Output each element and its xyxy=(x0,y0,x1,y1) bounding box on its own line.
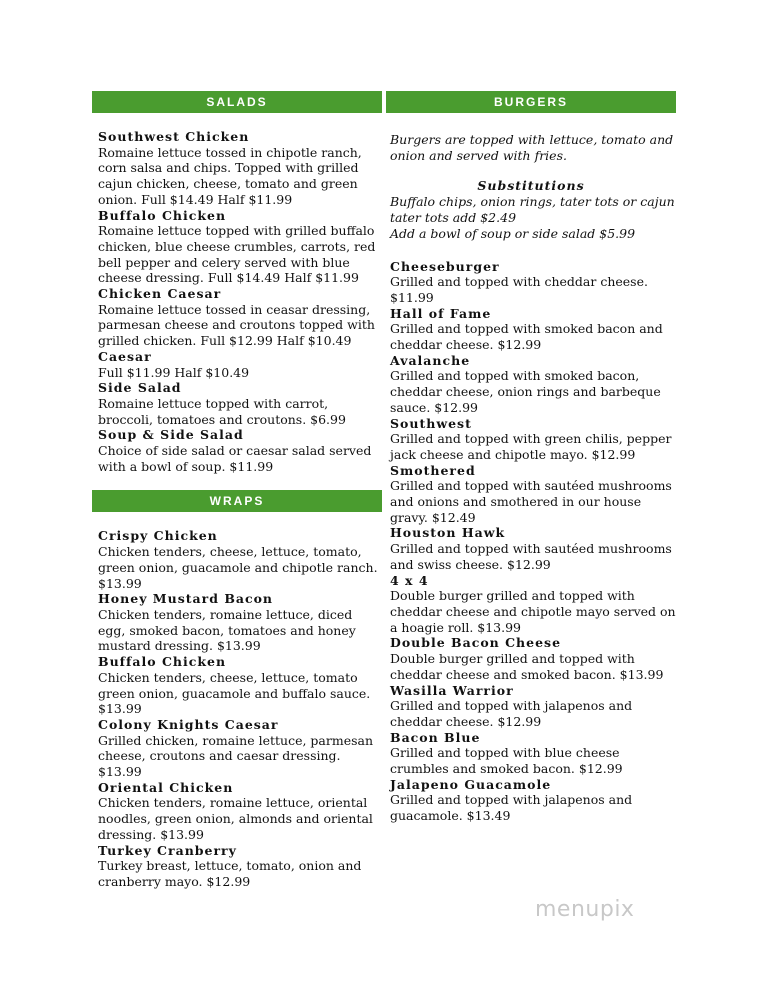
menu-item xyxy=(390,635,676,682)
item-name: Southwest xyxy=(390,415,472,431)
menu-item xyxy=(98,780,382,843)
item-name: Colony Knights Caesar xyxy=(98,716,279,732)
menu-item xyxy=(98,843,382,890)
item-description: Double burger grilled and topped with cheddar cheese and smoked bacon. $13.99 xyxy=(390,651,664,682)
menu-item xyxy=(390,573,676,636)
burgers-header: BURGERS xyxy=(386,91,676,113)
menu-item xyxy=(98,528,382,591)
menu-item xyxy=(390,463,676,526)
menu-item xyxy=(390,683,676,730)
item-description: Grilled chicken, romaine lettuce, parmesan cheese, croutons and caesar dressing. $13.99 xyxy=(98,732,374,780)
item-name: Southwest Chicken xyxy=(98,129,250,144)
item-name: Honey Mustard Bacon xyxy=(98,591,274,607)
menu-item xyxy=(98,349,382,380)
left-column xyxy=(92,91,382,890)
menu-item xyxy=(98,380,382,427)
item-name: Hall of Fame xyxy=(390,305,492,321)
item-description: Turkey breast, lettuce, tomato, onion and cranberry mayo. $12.99 xyxy=(98,858,362,889)
item-description: Grilled and topped with sautéed mushrooms and swiss cheese. $12.99 xyxy=(390,541,672,572)
menu-item xyxy=(98,208,382,287)
item-name: Side Salad xyxy=(98,380,182,396)
salads-header: SALADS xyxy=(92,91,382,113)
right-column xyxy=(386,91,676,824)
wraps-section xyxy=(92,490,382,889)
menu-item xyxy=(390,525,676,572)
item-name: Soup & Side Salad xyxy=(98,427,244,443)
substitutions-line: Buffalo chips, onion rings, tater tots or cajun tater tots add $2.49 xyxy=(390,194,675,226)
item-description: Grilled and topped with green chilis, pepper jack cheese and chipotle mayo. $12.99 xyxy=(390,431,672,462)
item-description: Grilled and topped with cheddar cheese. $11.99 xyxy=(390,274,648,305)
menu-item xyxy=(390,353,676,416)
menu-item xyxy=(390,306,676,353)
menu-item xyxy=(390,416,676,463)
menu-item xyxy=(390,259,676,306)
item-description: Chicken tenders, cheese, lettuce, tomato, green onion, guacamole and chipotle ranch. $13.99 xyxy=(98,544,378,591)
item-name: Oriental Chicken xyxy=(98,779,234,795)
item-name: Turkey Cranberry xyxy=(98,842,237,858)
menu-item xyxy=(390,777,676,824)
item-name: Crispy Chicken xyxy=(98,528,218,544)
item-name: Caesar xyxy=(98,348,152,364)
item-name: 4 x 4 xyxy=(390,572,429,588)
item-description: Grilled and topped with jalapenos and guacamole. $13.49 xyxy=(390,792,633,824)
item-name: Smothered xyxy=(390,462,476,478)
item-description: Grilled and topped with smoked bacon and cheddar cheese. $12.99 xyxy=(390,321,663,353)
item-description: Romaine lettuce topped with grilled buffalo chicken, blue cheese crumbles, carrots, red bell pepper and celery served with blue cheese dressing. Full $14.49 Half $11.99 xyxy=(98,223,376,286)
item-name: Bacon Blue xyxy=(390,729,481,745)
wraps-list xyxy=(92,512,382,889)
item-name: Buffalo Chicken xyxy=(98,654,227,670)
item-description: Choice of side salad or caesar salad served with a bowl of soup. $11.99 xyxy=(98,443,372,474)
wraps-header: WRAPS xyxy=(92,490,382,512)
salads-list xyxy=(92,113,382,474)
substitutions-line: Add a bowl of soup or side salad $5.99 xyxy=(390,225,636,241)
item-description: Double burger grilled and topped with cheddar cheese and chipotle mayo served on a hoagie roll. $13.99 xyxy=(390,588,676,635)
substitutions-title: Substitutions xyxy=(477,178,585,194)
menupix-watermark: menupix xyxy=(535,897,635,922)
item-description: Romaine lettuce tossed in ceasar dressing, parmesan cheese and croutons topped with grilled chicken. Full $12.99 Half $10.49 xyxy=(98,301,375,349)
item-description: Grilled and topped with sautéed mushrooms and onions and smothered in our house gravy. $12.49 xyxy=(390,478,672,525)
item-description: Grilled and topped with blue cheese crumbles and smoked bacon. $12.99 xyxy=(390,745,623,777)
item-name: Double Bacon Cheese xyxy=(390,635,562,651)
menu-item xyxy=(390,730,676,777)
item-description: Chicken tenders, cheese, lettuce, tomato green onion, guacamole and buffalo sauce. $13.99 xyxy=(98,669,371,717)
item-name: Buffalo Chicken xyxy=(98,207,227,223)
menu-item xyxy=(98,427,382,474)
item-name: Wasilla Warrior xyxy=(390,682,514,698)
menu-item xyxy=(98,717,382,780)
item-description: Grilled and topped with smoked bacon, cheddar cheese, onion rings and barbeque sauce. $12.99 xyxy=(390,368,661,415)
menu-item xyxy=(98,654,382,717)
item-description: Full $11.99 Half $10.49 xyxy=(98,364,250,380)
item-description: Grilled and topped with jalapenos and cheddar cheese. $12.99 xyxy=(390,698,633,729)
menu-item xyxy=(98,129,382,208)
item-name: Avalanche xyxy=(390,352,471,368)
item-name: Chicken Caesar xyxy=(98,286,222,302)
item-description: Chicken tenders, romaine lettuce, oriental noodles, green onion, almonds and oriental dressing. $13.99 xyxy=(98,795,373,842)
burgers-intro: Burgers are topped with lettuce, tomato and onion and served with fries. xyxy=(390,132,674,163)
item-name: Houston Hawk xyxy=(390,525,506,541)
item-description: Romaine lettuce tossed in chipotle ranch, corn salsa and chips. Topped with grilled cajun chicken, cheese, tomato and green onion. Full $14.49 Half $11.99 xyxy=(98,144,362,207)
item-name: Cheeseburger xyxy=(390,258,500,274)
item-name: Jalapeno Guacamole xyxy=(390,776,552,792)
item-description: Chicken tenders, romaine lettuce, diced egg, smoked bacon, tomatoes and honey mustard dressing. $13.99 xyxy=(98,606,356,654)
burgers-list xyxy=(386,242,676,824)
menu-item xyxy=(98,591,382,654)
menu-item xyxy=(98,286,382,349)
item-description: Romaine lettuce topped with carrot, broccoli, tomatoes and croutons. $6.99 xyxy=(98,395,346,427)
